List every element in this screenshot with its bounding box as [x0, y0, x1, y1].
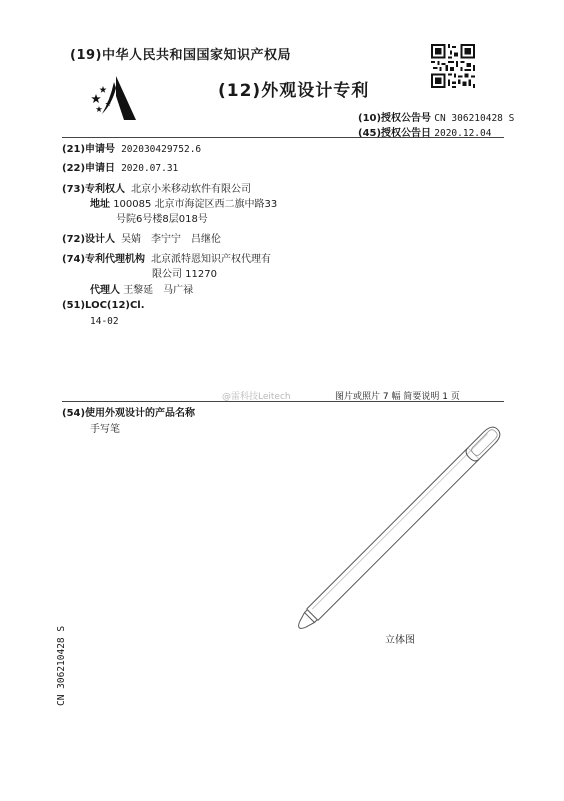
office-name: (19)中华人民共和国国家知识产权局 [70, 48, 291, 63]
view-label: 立体图 [385, 635, 415, 646]
product-title-label: (54)使用外观设计的产品名称 [62, 408, 196, 419]
designer-label: (72)设计人 [62, 234, 116, 245]
agent-value: 王黎延 马广禄 [123, 285, 194, 296]
application-date [62, 159, 178, 174]
patentee-value: 北京小米移动软件有限公司 [131, 184, 252, 195]
agency-line-1: 北京派特恩知识产权代理有 [151, 254, 272, 265]
product-name: 手写笔 [90, 424, 120, 435]
qr-code-icon [431, 44, 475, 88]
publication-number-value: CN 306210428 S [434, 113, 515, 124]
side-publication-code: CN 306210428 S [56, 625, 67, 706]
document-type: (12)外观设计专利 [218, 81, 370, 101]
images-count: 7 [382, 392, 389, 402]
designer-value: 吴婧 李宁宁 吕继伦 [121, 234, 222, 245]
agent [90, 281, 193, 296]
images-label: 图片或照片 [335, 392, 381, 402]
images-unit: 幅 [391, 392, 401, 402]
address-line-2: 号院6号楼8层018号 [116, 214, 208, 225]
cnipa-logo-icon [88, 74, 144, 122]
publication-number [358, 109, 514, 124]
publication-date-value: 2020.12.04 [434, 128, 492, 139]
application-date-label: (22)申请日 [62, 163, 116, 174]
publication-number-label: (10)授权公告号 [358, 113, 432, 124]
loc-label: (51)LOC(12)Cl. [62, 300, 145, 311]
brief-unit: 页 [450, 392, 460, 402]
address [90, 195, 277, 210]
watermark: @雷科技Leitech [222, 392, 291, 402]
application-number [62, 140, 201, 155]
application-number-value: 202030429752.6 [121, 144, 202, 155]
patentee-label: (73)专利权人 [62, 184, 126, 195]
agent-label: 代理人 [90, 285, 120, 296]
application-date-value: 2020.07.31 [121, 163, 179, 174]
header-divider [62, 137, 504, 138]
loc-classification [62, 300, 145, 311]
section-divider [62, 401, 504, 402]
agency-label: (74)专利代理机构 [62, 254, 146, 265]
brief-count: 1 [442, 392, 449, 402]
application-number-label: (21)申请号 [62, 144, 116, 155]
address-label: 地址 [90, 199, 110, 210]
product-title [62, 404, 195, 419]
publication-date-label: (45)授权公告日 [358, 128, 432, 139]
patentee [62, 180, 251, 195]
loc-value: 14-02 [90, 316, 119, 327]
brief-label: 简要说明 [403, 392, 440, 402]
designer [62, 230, 221, 245]
agency [62, 250, 271, 265]
address-line-1: 100085 北京市海淀区西二旗中路33 [113, 199, 278, 210]
agency-line-2: 限公司 11270 [152, 269, 217, 280]
stylus-pen-drawing [290, 415, 510, 640]
